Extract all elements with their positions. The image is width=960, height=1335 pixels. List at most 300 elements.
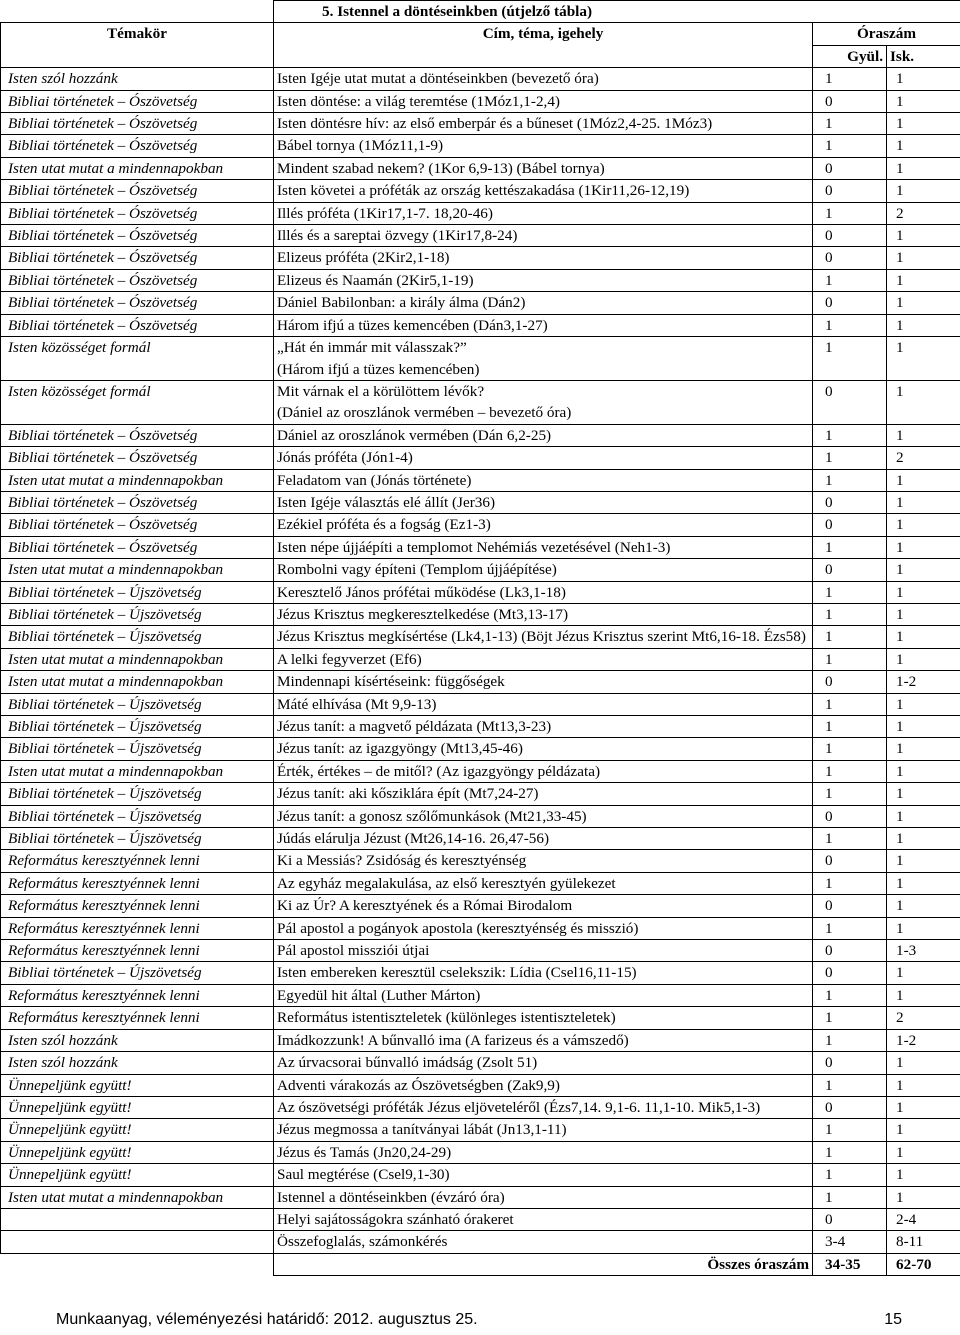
- row-title: [274, 1052, 813, 1074]
- row-title: [274, 895, 813, 917]
- title-text: Mindennapi kísértéseink: függőségek: [277, 673, 505, 691]
- row-gyul: 0: [813, 1096, 887, 1118]
- table-row: [1, 783, 960, 805]
- row-title: [274, 940, 813, 962]
- row-title: [274, 202, 813, 224]
- total-gyul: 34-35: [813, 1253, 887, 1275]
- row-gyul: 1: [813, 269, 887, 291]
- title-text: Istennel a döntéseinkben (évzáró óra): [277, 1188, 505, 1206]
- title-text: Illés és a sareptai özvegy (1Kir17,8-24): [277, 227, 518, 245]
- row-title: [274, 603, 813, 625]
- table-row: [1, 738, 960, 760]
- row-title: [274, 292, 813, 314]
- row-gyul: 1: [813, 783, 887, 805]
- title-text: Jónás próféta (Jón1-4): [277, 449, 413, 467]
- title-text: Jézus tanít: aki kősziklára épít (Mt7,24-27): [277, 785, 539, 803]
- page-number: 15: [884, 1311, 902, 1328]
- table-row: [1, 113, 960, 135]
- row-gyul: 0: [813, 491, 887, 513]
- topic-text: Bibliai történetek – Ószövetség: [8, 182, 198, 200]
- topic-text: Isten utat mutat a mindennapokban: [8, 650, 224, 668]
- title-text: Helyi sajátosságokra szánható órakeret: [277, 1210, 514, 1228]
- row-title: [274, 1208, 813, 1230]
- topic-text: Isten utat mutat a mindennapokban: [8, 673, 224, 691]
- topic-text: Ünnepeljünk együtt!: [8, 1143, 132, 1161]
- title-text: Máté elhívása (Mt 9,9-13): [277, 695, 437, 713]
- row-topic: [1, 447, 274, 469]
- row-isk: 1: [887, 90, 960, 112]
- row-title: [274, 783, 813, 805]
- row-gyul: 0: [813, 559, 887, 581]
- row-isk: 1: [887, 1164, 960, 1186]
- table-row: [1, 514, 960, 536]
- row-topic: [1, 1164, 274, 1186]
- row-topic: [1, 314, 274, 336]
- row-title: [274, 424, 813, 446]
- row-isk: 1: [887, 626, 960, 648]
- header-topic: Témakör: [1, 23, 274, 68]
- title-text: Jézus megmossa a tanítványai lábát (Jn13,1-11): [277, 1121, 567, 1139]
- table-row: [1, 180, 960, 202]
- title-text: Illés próféta (1Kir17,1-7. 18,20-46): [277, 204, 493, 222]
- table-title: 5. Istennel a döntéseinkben (útjelző tábla): [274, 1, 960, 23]
- table-row: [1, 1208, 960, 1230]
- row-isk: 1: [887, 536, 960, 558]
- row-topic: [1, 828, 274, 850]
- title-text: Saul megtérése (Csel9,1-30): [277, 1166, 450, 1184]
- table-row: [1, 536, 960, 558]
- row-topic: [1, 693, 274, 715]
- row-gyul: 1: [813, 202, 887, 224]
- row-topic: [1, 135, 274, 157]
- row-topic: [1, 671, 274, 693]
- row-isk: 1: [887, 269, 960, 291]
- title-text: Érték, értékes – de mitől? (Az igazgyöngy példázata): [277, 762, 601, 780]
- row-topic: [1, 1208, 274, 1230]
- title-text: Az ószövetségi próféták Jézus eljöveteléről (Ézs7,14. 9,1-6. 11,1-10. Mik5,1-3): [277, 1098, 761, 1116]
- row-isk: 1: [887, 895, 960, 917]
- table-row: [1, 984, 960, 1006]
- row-title: [274, 536, 813, 558]
- title-text: Református istentiszteletek (különleges istentiszteletek): [277, 1009, 616, 1027]
- topic-text: Református keresztyénnek lenni: [8, 942, 200, 960]
- header-isk: Isk.: [887, 45, 960, 67]
- topic-text: Bibliai történetek – Újszövetség: [8, 807, 202, 825]
- table-row: [1, 1052, 960, 1074]
- row-isk: 1: [887, 850, 960, 872]
- row-isk: 1: [887, 424, 960, 446]
- row-gyul: 1: [813, 1119, 887, 1141]
- row-gyul: 1: [813, 1074, 887, 1096]
- row-isk: 1: [887, 491, 960, 513]
- row-gyul: 0: [813, 247, 887, 269]
- title-text: Isten embereken keresztül cselekszik: Lídia (Csel16,11-15): [277, 964, 637, 982]
- row-title: [274, 828, 813, 850]
- row-topic: [1, 491, 274, 513]
- topic-text: Ünnepeljünk együtt!: [8, 1098, 132, 1116]
- row-gyul: 1: [813, 536, 887, 558]
- topic-text: Bibliai történetek – Ószövetség: [8, 227, 198, 245]
- row-topic: [1, 247, 274, 269]
- row-isk: 1: [887, 738, 960, 760]
- topic-text: Református keresztyénnek lenni: [8, 897, 200, 915]
- row-topic: [1, 225, 274, 247]
- topic-text: Bibliai történetek – Ószövetség: [8, 115, 198, 133]
- title-text: Isten döntésre hív: az első emberpár és a bűneset (1Móz2,4-25. 1Móz3): [277, 115, 713, 133]
- topic-text: Bibliai történetek – Ószövetség: [8, 426, 198, 444]
- topic-text: Ünnepeljünk együtt!: [8, 1166, 132, 1184]
- title-text: Mit várnak el a körülöttem lévők?: [277, 382, 485, 400]
- topic-text: Bibliai történetek – Ószövetség: [8, 516, 198, 534]
- title-text: Jézus Krisztus megkísértése (Lk4,1-13) (Böjt Jézus Krisztus szerint Mt6,16-18. Ézs58): [277, 628, 806, 646]
- title-text: Elizeus próféta (2Kir2,1-18): [277, 249, 450, 267]
- row-gyul: 1: [813, 984, 887, 1006]
- row-title: [274, 760, 813, 782]
- row-isk: 1-2: [887, 671, 960, 693]
- title-text: „Hát én immár mit válasszak?”: [277, 339, 467, 357]
- table-row: [1, 872, 960, 894]
- row-topic: [1, 1096, 274, 1118]
- row-topic: [1, 984, 274, 1006]
- row-topic: [1, 581, 274, 603]
- row-title: [274, 90, 813, 112]
- row-gyul: 1: [813, 1141, 887, 1163]
- row-isk: 1-3: [887, 940, 960, 962]
- row-isk: 2: [887, 1007, 960, 1029]
- title-text: Isten népe újjáépíti a templomot Nehémiás vezetésével (Neh1-3): [277, 538, 671, 556]
- table-row: [1, 895, 960, 917]
- total-row: [1, 1253, 960, 1275]
- row-topic: [1, 872, 274, 894]
- row-topic: [1, 940, 274, 962]
- row-topic: [1, 760, 274, 782]
- row-gyul: 0: [813, 671, 887, 693]
- topic-text: Bibliai történetek – Ószövetség: [8, 493, 198, 511]
- row-title: [274, 1074, 813, 1096]
- title-text: Ezékiel próféta és a fogság (Ez1-3): [277, 516, 491, 534]
- topic-text: Bibliai történetek – Ószövetség: [8, 316, 198, 334]
- row-isk: 1: [887, 603, 960, 625]
- row-gyul: 1: [813, 581, 887, 603]
- table-row: [1, 1096, 960, 1118]
- header-hours: Óraszám: [813, 23, 960, 45]
- table-row: [1, 424, 960, 446]
- table-row: [1, 940, 960, 962]
- row-topic: [1, 805, 274, 827]
- row-gyul: 1: [813, 716, 887, 738]
- topic-text: Isten utat mutat a mindennapokban: [8, 561, 224, 579]
- topic-text: Isten szól hozzánk: [8, 70, 118, 88]
- row-gyul: 1: [813, 1029, 887, 1051]
- table-row: [1, 1164, 960, 1186]
- row-title: [274, 380, 813, 424]
- row-isk: 1: [887, 180, 960, 202]
- row-gyul: 0: [813, 940, 887, 962]
- row-gyul: 1: [813, 337, 887, 381]
- topic-text: Ünnepeljünk együtt!: [8, 1121, 132, 1139]
- row-gyul: 1: [813, 1007, 887, 1029]
- row-isk: 1: [887, 135, 960, 157]
- row-title: [274, 447, 813, 469]
- row-isk: 1: [887, 1096, 960, 1118]
- table-row: [1, 850, 960, 872]
- row-topic: [1, 850, 274, 872]
- table-row: [1, 337, 960, 381]
- row-topic: [1, 424, 274, 446]
- table-row: [1, 1141, 960, 1163]
- table-row: [1, 247, 960, 269]
- row-gyul: 1: [813, 603, 887, 625]
- row-isk: 1: [887, 693, 960, 715]
- table-row: [1, 1231, 960, 1253]
- row-title: [274, 962, 813, 984]
- row-gyul: 3-4: [813, 1231, 887, 1253]
- topic-text: Bibliai történetek – Ószövetség: [8, 538, 198, 556]
- row-title: [274, 872, 813, 894]
- table-row: [1, 269, 960, 291]
- row-gyul: 1: [813, 828, 887, 850]
- title-text: Jézus tanít: a magvető példázata (Mt13,3-23): [277, 718, 552, 735]
- row-topic: [1, 895, 274, 917]
- table-row: [1, 1119, 960, 1141]
- title-text: Összefoglalás, számonkérés: [277, 1233, 448, 1251]
- row-title: [274, 648, 813, 670]
- title-text: Az egyház megalakulása, az első keresztyén gyülekezet: [277, 874, 616, 892]
- table-row: [1, 68, 960, 90]
- row-gyul: 0: [813, 514, 887, 536]
- row-gyul: 1: [813, 113, 887, 135]
- topic-text: Református keresztyénnek lenni: [8, 1009, 200, 1027]
- row-title: [274, 1007, 813, 1029]
- table-row: [1, 202, 960, 224]
- row-topic: [1, 380, 274, 424]
- row-title: [274, 180, 813, 202]
- row-title: [274, 1231, 813, 1253]
- row-title: [274, 716, 813, 738]
- table-row: [1, 292, 960, 314]
- row-isk: 1: [887, 760, 960, 782]
- row-title: [274, 314, 813, 336]
- table-row: [1, 135, 960, 157]
- row-topic: [1, 536, 274, 558]
- table-row: [1, 1007, 960, 1029]
- row-topic: [1, 514, 274, 536]
- topic-text: Református keresztyénnek lenni: [8, 919, 200, 937]
- table-row: [1, 917, 960, 939]
- row-gyul: 1: [813, 469, 887, 491]
- row-gyul: 0: [813, 180, 887, 202]
- row-gyul: 0: [813, 1208, 887, 1230]
- row-topic: [1, 269, 274, 291]
- row-title: [274, 738, 813, 760]
- row-gyul: 1: [813, 1164, 887, 1186]
- header-row: [1, 23, 960, 45]
- row-isk: 1: [887, 828, 960, 850]
- row-isk: 1: [887, 469, 960, 491]
- topic-text: Isten utat mutat a mindennapokban: [8, 159, 224, 177]
- row-title: [274, 514, 813, 536]
- row-gyul: 0: [813, 157, 887, 179]
- row-title: [274, 337, 813, 381]
- row-isk: 2: [887, 202, 960, 224]
- row-gyul: 0: [813, 805, 887, 827]
- row-topic: [1, 603, 274, 625]
- table-row: [1, 469, 960, 491]
- row-topic: [1, 1231, 274, 1253]
- row-isk: 1: [887, 1052, 960, 1074]
- row-topic: [1, 716, 274, 738]
- title-text: Dániel Babilonban: a király álma (Dán2): [277, 294, 526, 312]
- row-title: [274, 693, 813, 715]
- row-gyul: 1: [813, 760, 887, 782]
- topic-text: Isten közösséget formál: [8, 382, 151, 400]
- row-isk: 1: [887, 648, 960, 670]
- row-gyul: 1: [813, 135, 887, 157]
- row-topic: [1, 469, 274, 491]
- row-title: [274, 1186, 813, 1208]
- row-gyul: 0: [813, 292, 887, 314]
- table-row: [1, 760, 960, 782]
- row-isk: 1: [887, 1186, 960, 1208]
- title-subtext: (Dániel az oroszlánok vermében – bevezető óra): [277, 404, 572, 422]
- topic-text: Református keresztyénnek lenni: [8, 852, 200, 870]
- table-row: [1, 1029, 960, 1051]
- row-topic: [1, 559, 274, 581]
- row-isk: 1: [887, 292, 960, 314]
- topic-text: Bibliai történetek – Ószövetség: [8, 137, 198, 155]
- topic-text: Isten szól hozzánk: [8, 1054, 118, 1072]
- row-topic: [1, 1141, 274, 1163]
- row-topic: [1, 1074, 274, 1096]
- topic-text: Bibliai történetek – Újszövetség: [8, 695, 202, 713]
- title-text: Bábel tornya (1Móz11,1-9): [277, 137, 444, 155]
- row-topic: [1, 202, 274, 224]
- row-title: [274, 135, 813, 157]
- row-isk: 1: [887, 1074, 960, 1096]
- title-text: Ki a Messiás? Zsidóság és keresztyénség: [277, 852, 527, 870]
- row-isk: 2-4: [887, 1208, 960, 1230]
- title-subtext: (Három ifjú a tüzes kemencében): [277, 360, 480, 378]
- title-text: A lelki fegyverzet (Ef6): [277, 650, 422, 668]
- table-row: [1, 1074, 960, 1096]
- row-isk: 2: [887, 447, 960, 469]
- row-topic: [1, 648, 274, 670]
- row-isk: 1: [887, 1141, 960, 1163]
- row-isk: 1-2: [887, 1029, 960, 1051]
- table-row: [1, 491, 960, 513]
- table-row: [1, 314, 960, 336]
- topic-text: Isten szól hozzánk: [8, 1031, 118, 1049]
- total-label: Összes óraszám: [274, 1253, 813, 1275]
- topic-text: Bibliai történetek – Ószövetség: [8, 449, 198, 467]
- table-row: [1, 648, 960, 670]
- table-row: [1, 157, 960, 179]
- row-isk: 1: [887, 247, 960, 269]
- row-isk: 1: [887, 984, 960, 1006]
- row-title: [274, 1096, 813, 1118]
- table-row: [1, 805, 960, 827]
- row-isk: 1: [887, 68, 960, 90]
- title-text: Pál apostol a pogányok apostola (keresztyénség és misszió): [277, 919, 639, 937]
- topic-text: Református keresztyénnek lenni: [8, 986, 200, 1004]
- row-topic: [1, 90, 274, 112]
- title-text: Az úrvacsorai bűnvalló imádság (Zsolt 51): [277, 1054, 538, 1072]
- row-title: [274, 113, 813, 135]
- row-title: [274, 157, 813, 179]
- row-isk: 1: [887, 225, 960, 247]
- table-row: [1, 559, 960, 581]
- row-title: [274, 559, 813, 581]
- table-row: [1, 962, 960, 984]
- title-text: Feladatom van (Jónás története): [277, 471, 472, 489]
- row-gyul: 1: [813, 314, 887, 336]
- title-text: Adventi várakozás az Ószövetségben (Zak9,9): [277, 1076, 560, 1094]
- topic-text: Isten közösséget formál: [8, 339, 151, 357]
- table-row: [1, 380, 960, 424]
- topic-text: Bibliai történetek – Újszövetség: [8, 964, 202, 982]
- row-gyul: 1: [813, 1186, 887, 1208]
- table-row: [1, 90, 960, 112]
- row-gyul: 0: [813, 1052, 887, 1074]
- row-isk: 1: [887, 337, 960, 381]
- topic-text: Ünnepeljünk együtt!: [8, 1076, 132, 1094]
- table-row: [1, 581, 960, 603]
- row-gyul: 1: [813, 447, 887, 469]
- row-gyul: 0: [813, 225, 887, 247]
- title-text: Rombolni vagy építeni (Templom újjáépítése): [277, 561, 557, 579]
- row-topic: [1, 157, 274, 179]
- row-topic: [1, 738, 274, 760]
- row-title: [274, 1141, 813, 1163]
- topic-text: Bibliai történetek – Ószövetség: [8, 92, 198, 110]
- row-topic: [1, 626, 274, 648]
- table-row: [1, 1186, 960, 1208]
- table-row: [1, 626, 960, 648]
- row-isk: 1: [887, 1119, 960, 1141]
- title-text: Isten döntése: a világ teremtése (1Móz1,1-2,4): [277, 92, 560, 110]
- row-isk: 1: [887, 157, 960, 179]
- row-title: [274, 917, 813, 939]
- title-text: Elizeus és Naamán (2Kir5,1-19): [277, 271, 474, 289]
- row-isk: 1: [887, 559, 960, 581]
- row-isk: 1: [887, 783, 960, 805]
- row-isk: 1: [887, 917, 960, 939]
- title-text: Jézus tanít: a gonosz szőlőmunkások (Mt21,33-45): [277, 807, 587, 825]
- topic-text: Református keresztyénnek lenni: [8, 874, 200, 892]
- row-gyul: 1: [813, 738, 887, 760]
- topic-text: Bibliai történetek – Újszövetség: [8, 628, 202, 646]
- topic-text: Isten utat mutat a mindennapokban: [8, 471, 224, 489]
- row-topic: [1, 68, 274, 90]
- row-title: [274, 247, 813, 269]
- topic-text: Bibliai történetek – Újszövetség: [8, 785, 202, 803]
- row-title: [274, 1119, 813, 1141]
- row-topic: [1, 113, 274, 135]
- row-gyul: 0: [813, 380, 887, 424]
- row-isk: 1: [887, 716, 960, 738]
- row-isk: 1: [887, 380, 960, 424]
- row-title: [274, 805, 813, 827]
- row-topic: [1, 1119, 274, 1141]
- row-title: [274, 469, 813, 491]
- row-topic: [1, 1029, 274, 1051]
- total-isk: 62-70: [887, 1253, 960, 1275]
- table-row: [1, 828, 960, 850]
- row-gyul: 0: [813, 962, 887, 984]
- title-text: Jézus tanít: az igazgyöngy (Mt13,45-46): [277, 740, 523, 758]
- row-topic: [1, 180, 274, 202]
- row-topic: [1, 292, 274, 314]
